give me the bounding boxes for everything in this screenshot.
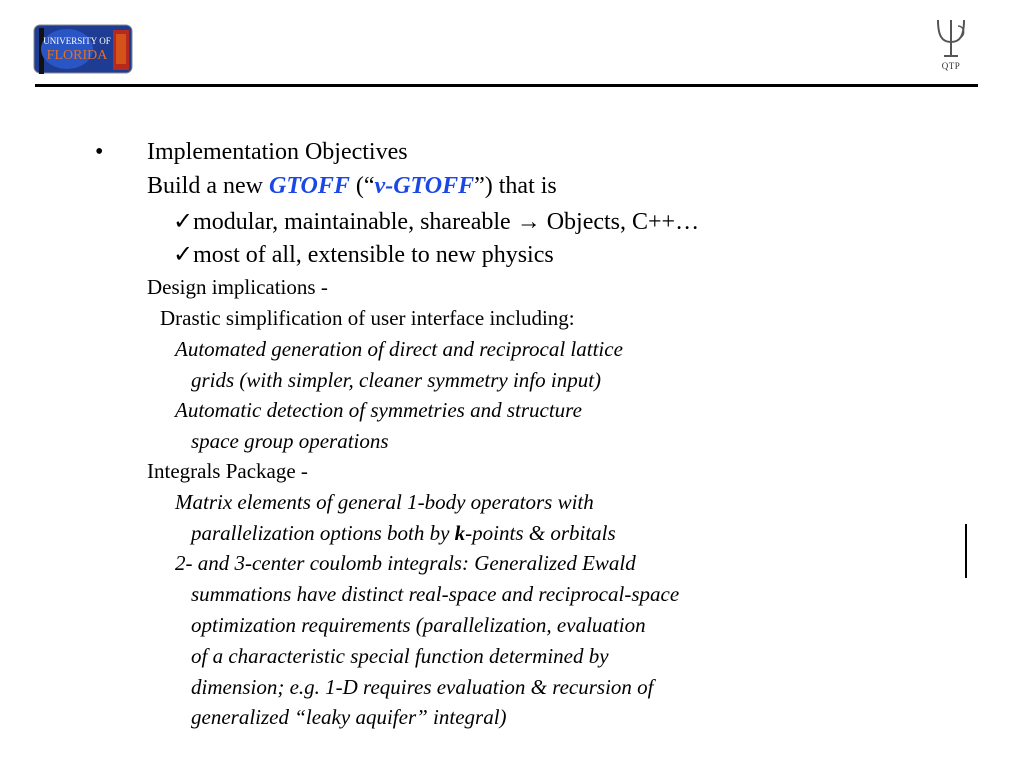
qtp-label: QTP: [941, 61, 961, 71]
coulomb-line: dimension; e.g. 1-D requires evaluation & recursion of: [191, 675, 654, 699]
checkmark-icon: ✓: [173, 242, 194, 268]
k-symbol: k: [454, 521, 466, 545]
build-prefix: Build a new: [147, 173, 269, 199]
heading: Implementation Objectives: [147, 139, 408, 165]
v-gtoff-label: v-GTOFF: [374, 173, 475, 199]
coulomb-line: 2- and 3-center coulomb integrals: Generalized Ewald: [175, 551, 636, 575]
coulomb-line: generalized “leaky aquifer” integral): [191, 705, 507, 729]
psi-icon: [930, 16, 972, 60]
kpoints-line: [191, 521, 616, 546]
build-close: ”) that is: [474, 173, 557, 199]
coulomb-line: of a characteristic special function determined by: [191, 644, 609, 668]
checkmark-icon: ✓: [173, 209, 194, 235]
kpoints-prefix: parallelization options both by: [191, 521, 455, 545]
design-label: Design implications -: [147, 275, 328, 299]
design-item: space group operations: [191, 429, 389, 453]
design-item: Automatic detection of symmetries and structure: [175, 398, 582, 422]
coulomb-line: optimization requirements (parallelization, evaluation: [191, 613, 646, 637]
check-text: modular, maintainable, shareable → Objects, C++…: [193, 209, 700, 235]
header-divider: [35, 84, 978, 87]
check-text: most of all, extensible to new physics: [193, 242, 554, 268]
build-line: [147, 173, 557, 200]
svg-text:UNIVERSITY OF: UNIVERSITY OF: [43, 36, 111, 46]
kpoints-suffix: -points & orbitals: [465, 521, 616, 545]
coulomb-line: summations have distinct real-space and reciprocal-space: [191, 582, 680, 606]
gtoff-label: GTOFF: [268, 173, 350, 199]
university-of-florida-logo: [33, 22, 134, 76]
drastic-line: Drastic simplification of user interface including:: [160, 306, 575, 330]
bullet: •: [95, 139, 104, 165]
check-item: [173, 207, 699, 236]
qtp-logo: [930, 16, 972, 74]
matrix-line: Matrix elements of general 1-body operators with: [175, 490, 594, 514]
side-divider: [965, 524, 967, 578]
design-item: grids (with simpler, cleaner symmetry info input): [191, 368, 602, 392]
check-item: [173, 240, 554, 269]
svg-text:FLORIDA: FLORIDA: [46, 48, 108, 63]
integrals-label: Integrals Package -: [147, 459, 308, 483]
design-item: Automated generation of direct and reciprocal lattice: [175, 337, 623, 361]
build-open: (“: [349, 173, 375, 199]
